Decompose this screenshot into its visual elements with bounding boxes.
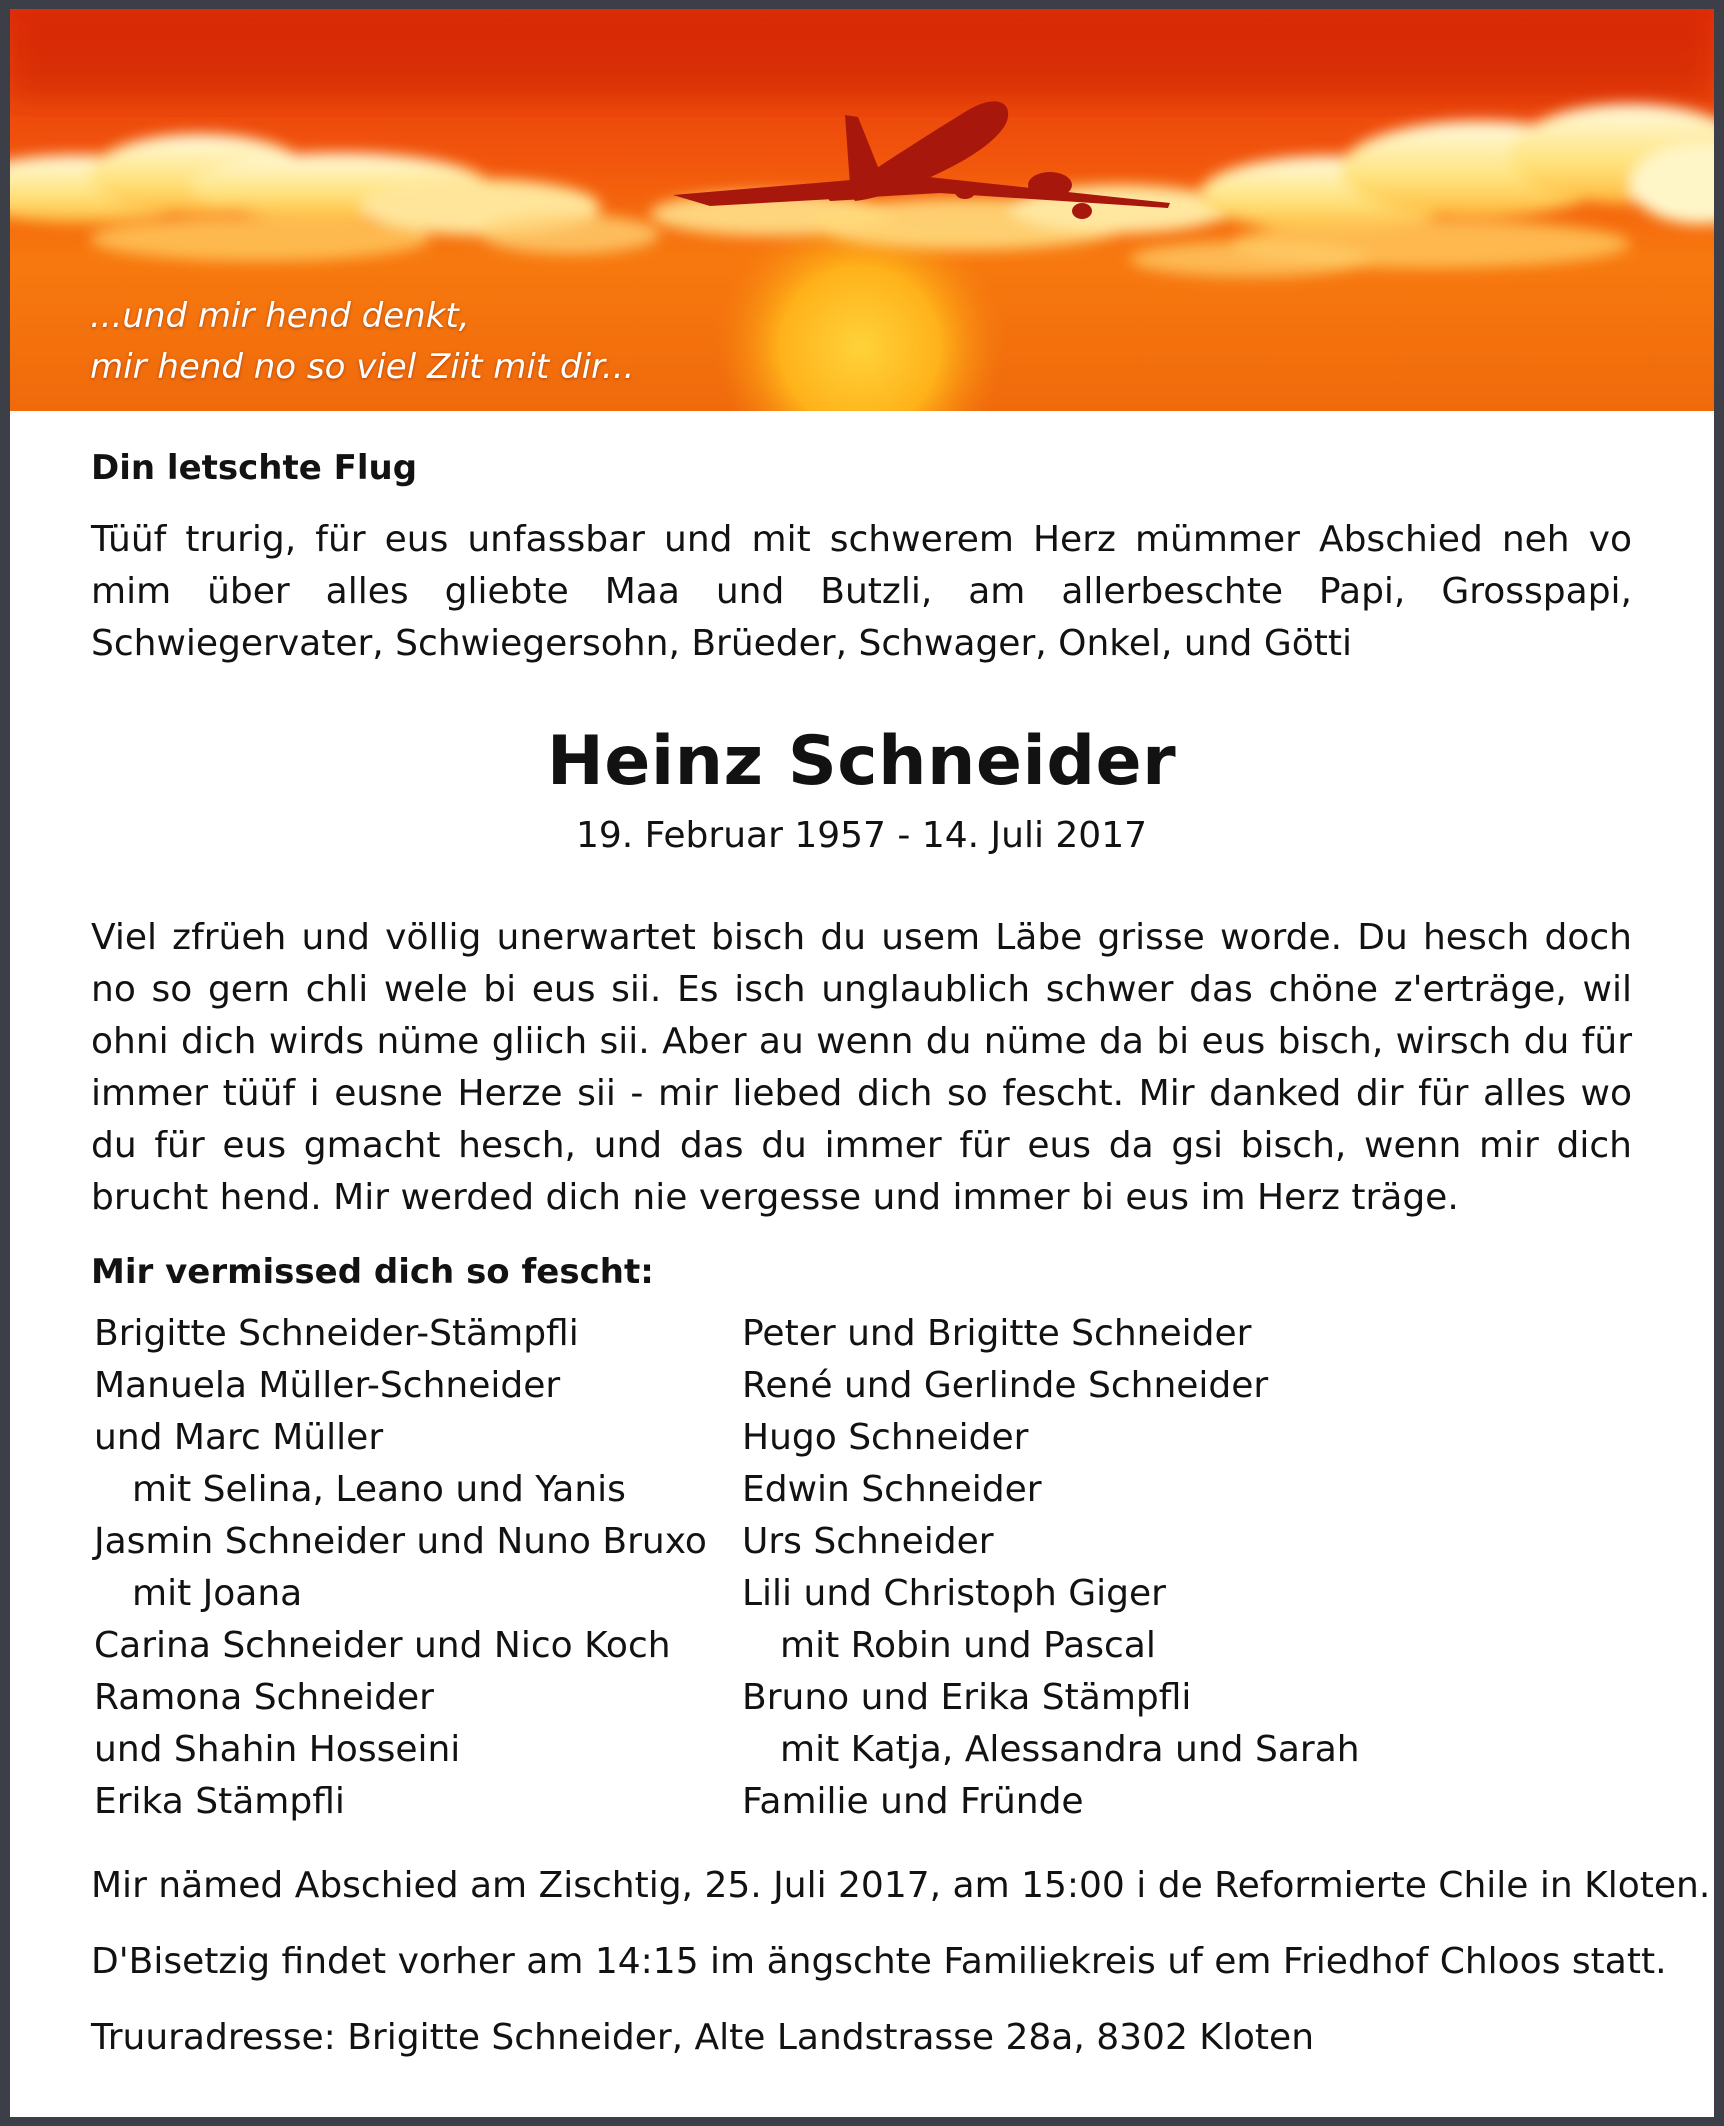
mourner-line: Urs Schneider (742, 1521, 994, 1562)
mourner-line: Brigitte Schneider-Stämpfli (94, 1313, 579, 1354)
intro-paragraph: Tüüf trurig, für eus unfassbar und mit schwerem Herz mümmer Abschied neh vo mim über alles gliebte Maa und Butzli, am allerbeschte Papi, Grosspapi, Schwiegervater, Schwiegersohn, Brüeder, Schwager, Onkel, und Götti (91, 519, 1632, 664)
service-info: Mir nämed Abschied am Zischtig, 25. Juli 2017, am 15:00 i de Reformierte Chile in Kloten. (91, 1865, 1711, 1906)
life-dates: 19. Februar 1957 - 14. Juli 2017 (575, 815, 1148, 856)
obituary-text (91, 442, 1711, 2064)
deceased-name: Heinz Schneider (546, 722, 1177, 801)
mourners-column-left (94, 1308, 742, 1828)
section-heading: Din letschte Flug (91, 448, 418, 488)
mourner-line: Erika Stämpfli (94, 1781, 345, 1822)
quote-line-1: ...und mir hend denkt, (90, 296, 470, 336)
quote-line-2: mir hend no so viel Ziit mit dir... (90, 347, 635, 387)
obituary-card (10, 9, 1714, 2117)
mourners-column-right (742, 1308, 1622, 1828)
banner-quote (90, 291, 634, 393)
mourner-line: Carina Schneider und Nico Koch (94, 1625, 671, 1666)
mourners-list (94, 1308, 1632, 1828)
mourner-line: Manuela Müller-Schneider (94, 1365, 561, 1406)
mourner-line: und Marc Müller (94, 1417, 384, 1458)
mourner-line: mit Katja, Alessandra und Sarah (780, 1729, 1360, 1770)
mourner-line: mit Robin und Pascal (780, 1625, 1156, 1666)
cloud-right (1130, 104, 1714, 277)
mourner-line: Lili und Christoph Giger (742, 1573, 1166, 1614)
mourning-address: Truuradresse: Brigitte Schneider, Alte Landstrasse 28a, 8302 Kloten (91, 2017, 1315, 2058)
mourner-line: Familie und Fründe (742, 1781, 1084, 1822)
mourner-line: Peter und Brigitte Schneider (742, 1313, 1252, 1354)
mourner-line: und Shahin Hosseini (94, 1729, 461, 1770)
mourner-line: René und Gerlinde Schneider (742, 1365, 1269, 1406)
mourner-line: mit Selina, Leano und Yanis (132, 1469, 626, 1510)
banner-image (10, 9, 1714, 411)
farewell-message: Viel zfrüeh und völlig unerwartet bisch du usem Läbe grisse worde. Du hesch doch no so gern chli wele bi eus sii. Es isch unglaublich schwer das chöne z'erträge, wil ohni dich wirds nüme gliich sii. Aber au wenn du nüme da bi eus bisch, wirsch du für immer tüüf i eusne Herze sii - mir liebed dich so fescht. Mir danked dir für alles wo du für eus gmacht hesch, und das du immer für eus da gsi bisch, wenn mir dich brucht hend. Mir werded dich nie vergesse und immer bi eus im Herz träge. (91, 917, 1632, 1218)
mourner-line: Hugo Schneider (742, 1417, 1029, 1458)
mourner-line: mit Joana (132, 1573, 303, 1614)
mourner-line: Edwin Schneider (742, 1469, 1042, 1510)
mourner-line: Jasmin Schneider und Nuno Bruxo (94, 1521, 707, 1562)
mourner-line: Bruno und Erika Stämpfli (742, 1677, 1192, 1718)
cloud-left (10, 134, 660, 261)
burial-info: D'Bisetzig findet vorher am 14:15 im ängschte Familiekreis uf em Friedhof Chloos statt. (91, 1941, 1667, 1982)
mourner-line: Ramona Schneider (94, 1677, 434, 1718)
mourners-heading: Mir vermissed dich so fescht: (91, 1252, 654, 1292)
